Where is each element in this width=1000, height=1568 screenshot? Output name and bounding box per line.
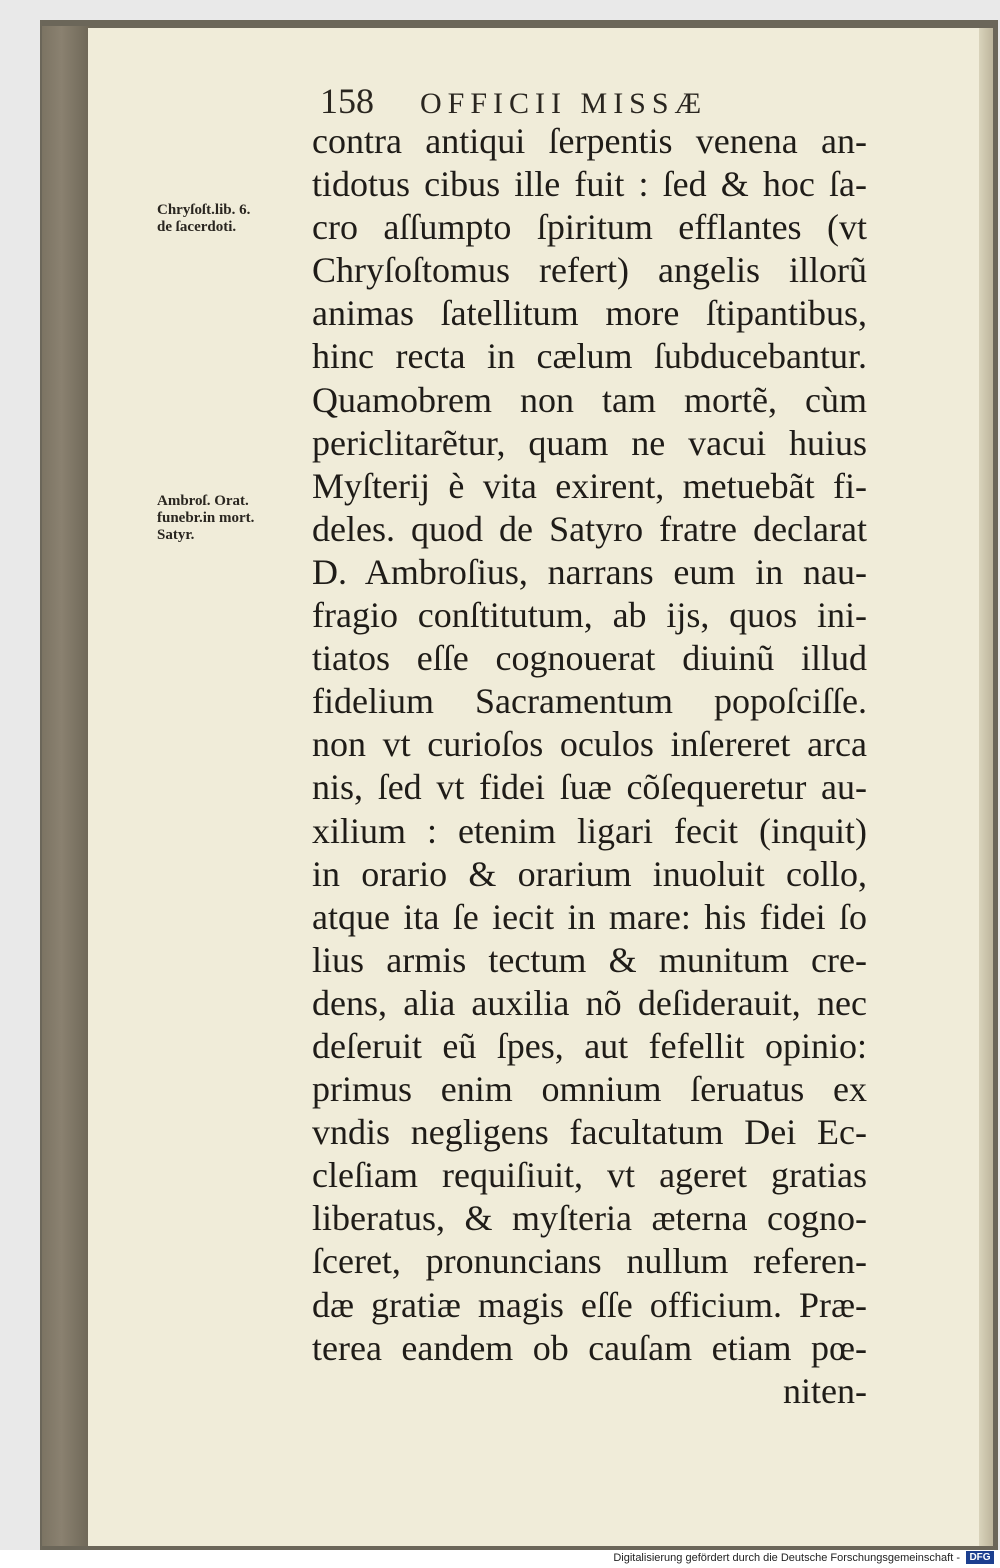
text-line: non vt curioſos oculos inſereret arca bbox=[312, 724, 867, 765]
text-line: animas ſatellitum more ſtipantibus, bbox=[312, 293, 867, 334]
margin-note-line: de ſacerdoti. bbox=[157, 219, 237, 235]
page-number: 158 bbox=[320, 81, 374, 121]
text-line: atque ita ſe iecit in mare: his fidei ſo bbox=[312, 896, 867, 937]
catchword-line: niten- bbox=[783, 1370, 867, 1411]
text-line: Quamobrem non tam mortẽ, cùm bbox=[312, 379, 867, 420]
text-line: nis, ſed vt fidei ſuæ cõſequeretur au- bbox=[312, 767, 867, 808]
text-line: tiatos eſſe cognouerat diuinũ illud bbox=[312, 638, 867, 679]
text-line: cleſiam requiſiuit, vt ageret gratias bbox=[312, 1155, 867, 1196]
margin-note-line: funebr.in mort. bbox=[157, 510, 255, 526]
text-line: Myſterij è vita exirent, metuebãt fi- bbox=[312, 465, 867, 506]
text-line: terea eandem ob cauſam etiam pœ- bbox=[312, 1327, 867, 1368]
margin-note-line: Ambroſ. Orat. bbox=[157, 493, 249, 509]
dfg-logo-icon: DFG bbox=[966, 1551, 994, 1564]
book-cover-edge bbox=[42, 26, 90, 1546]
text-line: dæ gratiæ magis eſſe officium. Præ- bbox=[312, 1284, 867, 1325]
running-title: OFFICII MISSÆ bbox=[420, 87, 708, 120]
text-line: hinc recta in cælum ſubducebantur. bbox=[312, 336, 867, 377]
text-line: liberatus, & myſteria æterna cogno- bbox=[312, 1198, 867, 1239]
text-line: vndis negligens facultatum Dei Ec- bbox=[312, 1112, 867, 1153]
text-line: deles. quod de Satyro fratre declarat bbox=[312, 508, 867, 549]
text-line: ſceret, pronuncians nullum referen- bbox=[312, 1241, 867, 1282]
page-gutter-shadow bbox=[979, 28, 993, 1546]
text-line: tidotus cibus ille fuit : ſed & hoc ſa- bbox=[312, 164, 867, 205]
text-line: periclitarẽtur, quam ne vacui huius bbox=[312, 422, 867, 463]
text-line: xilium : etenim ligari fecit (inquit) bbox=[312, 810, 867, 851]
text-line: deſeruit eũ ſpes, aut fefellit opinio: bbox=[312, 1025, 867, 1066]
text-line: Chryſoſtomus refert) angelis illorũ bbox=[312, 250, 867, 291]
main-text-block bbox=[312, 120, 867, 1413]
text-line: fragio conſtitutum, ab ijs, quos ini- bbox=[312, 595, 867, 636]
text-line: cro aſſumpto ſpiritum efflantes (vt bbox=[312, 207, 867, 248]
margin-note-ambrose bbox=[157, 493, 307, 544]
text-line: contra antiqui ſerpentis venena an- bbox=[312, 121, 867, 161]
running-head bbox=[320, 80, 880, 124]
margin-note-chrysostom bbox=[157, 202, 307, 236]
text-line: fidelium Sacramentum popoſciſſe. bbox=[312, 681, 867, 722]
text-line: dens, alia auxilia nõ deſiderauit, nec bbox=[312, 982, 867, 1023]
margin-note-line: Chryſoſt.lib. 6. bbox=[157, 202, 251, 218]
text-line: primus enim omnium ſeruatus ex bbox=[312, 1069, 867, 1110]
text-line: in orario & orarium inuoluit collo, bbox=[312, 853, 867, 894]
text-line: D. Ambroſius, narrans eum in nau- bbox=[312, 551, 867, 592]
margin-note-line: Satyr. bbox=[157, 527, 195, 543]
footer-credit: Digitalisierung gefördert durch die Deutsche Forschungsgemeinschaft - bbox=[613, 1552, 960, 1564]
text-line: lius armis tectum & munitum cre- bbox=[312, 939, 867, 980]
